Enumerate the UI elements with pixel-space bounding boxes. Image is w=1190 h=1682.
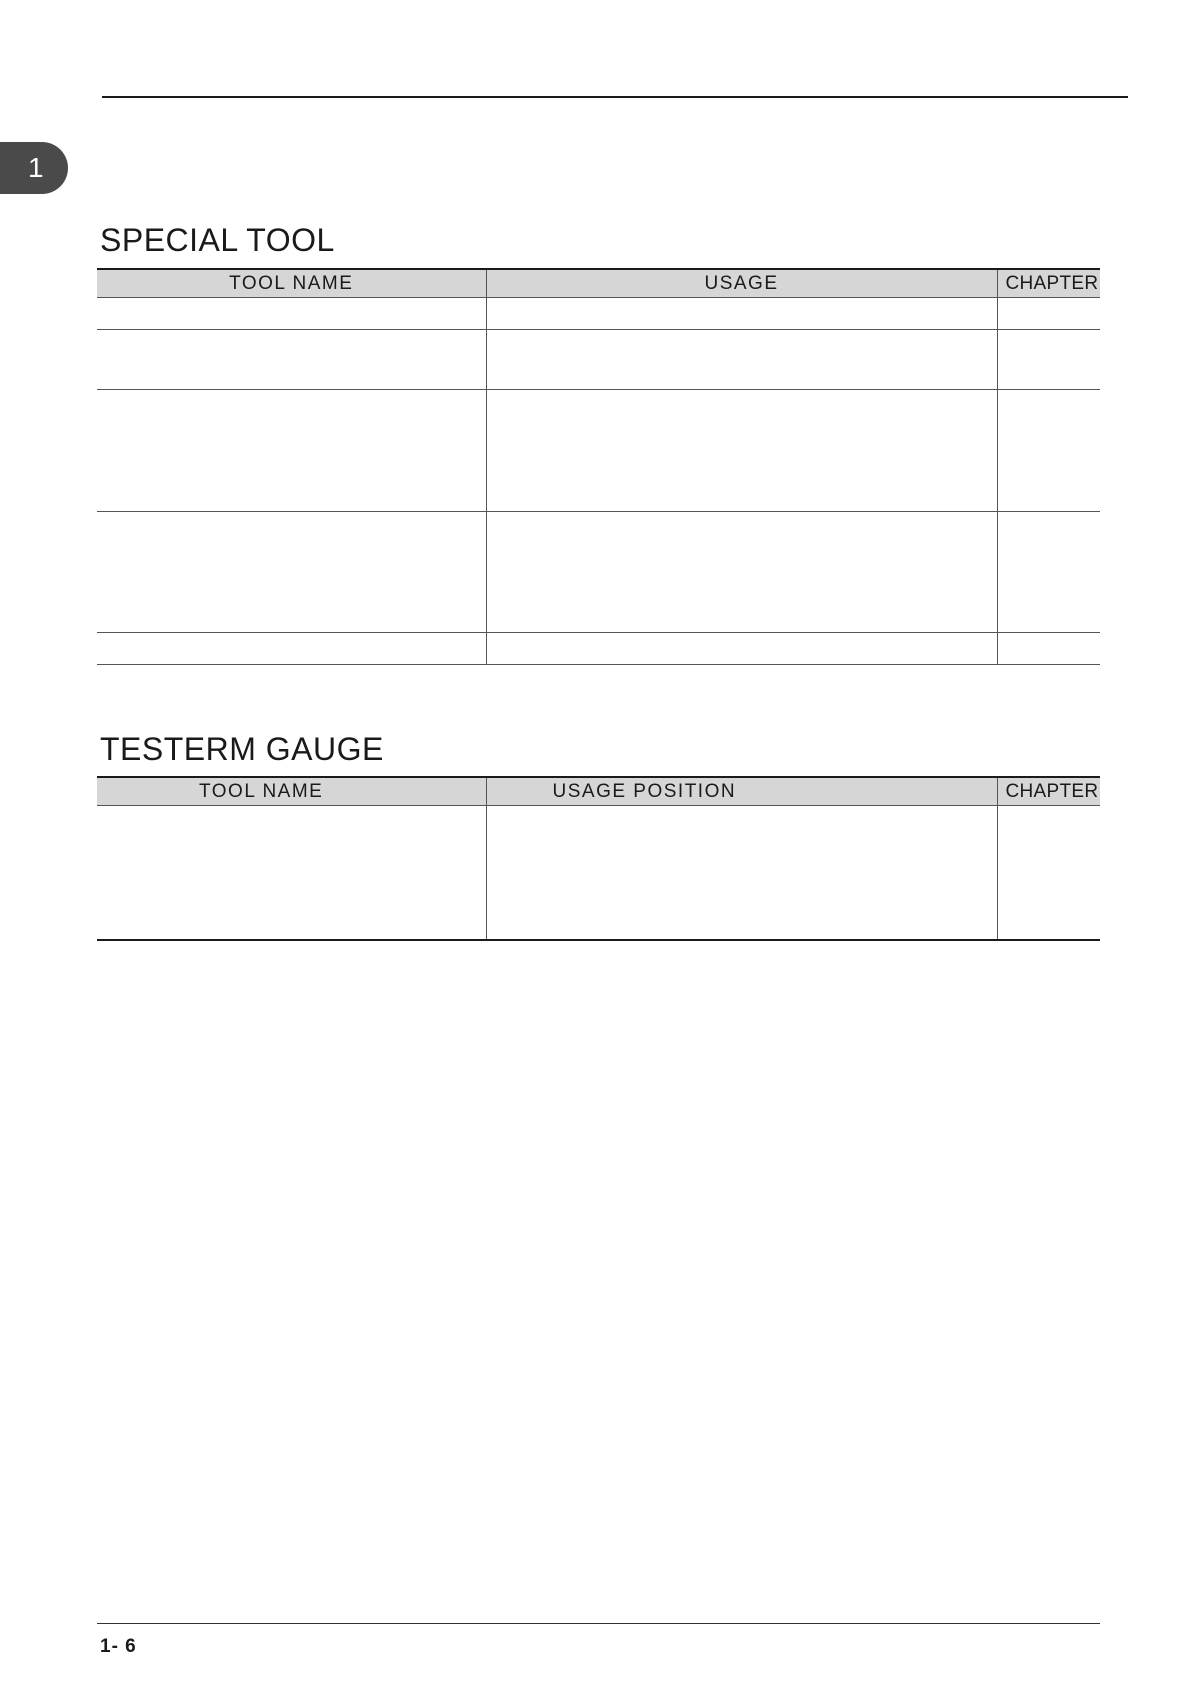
cell-chapter (997, 390, 1100, 512)
column-header-usage-position: USAGE POSITION (486, 777, 997, 806)
column-header-chapter: CHAPTER (997, 269, 1100, 298)
header-rule (102, 96, 1128, 98)
table-row (97, 512, 1100, 633)
cell-usage-position (486, 806, 997, 940)
cell-chapter (997, 512, 1100, 633)
table-row (97, 330, 1100, 390)
table-row (97, 633, 1100, 665)
column-header-usage: USAGE (486, 269, 997, 298)
special-tool-table (97, 268, 1100, 665)
table-row (97, 390, 1100, 512)
column-header-tool-name: TOOL NAME (97, 269, 486, 298)
cell-usage (486, 298, 997, 330)
cell-chapter (997, 806, 1100, 940)
cell-chapter (997, 298, 1100, 330)
chapter-tab (0, 142, 68, 194)
cell-usage (486, 633, 997, 665)
footer-rule (97, 1623, 1100, 1624)
cell-tool-name (97, 512, 486, 633)
testerm-gauge-title: TESTERM GAUGE (100, 731, 384, 767)
chapter-tab-number: 1 (28, 152, 44, 183)
table-row (97, 806, 1100, 940)
cell-tool-name (97, 633, 486, 665)
special-tool-title: SPECIAL TOOL (100, 222, 335, 258)
cell-usage (486, 390, 997, 512)
testerm-gauge-table (97, 776, 1100, 941)
cell-chapter (997, 330, 1100, 390)
cell-tool-name (97, 390, 486, 512)
table-header-row (97, 777, 1100, 806)
cell-tool-name (97, 806, 486, 940)
cell-tool-name (97, 298, 486, 330)
cell-chapter (997, 633, 1100, 665)
page-number: 1- 6 (100, 1636, 137, 1657)
cell-tool-name (97, 330, 486, 390)
column-header-tool-name: TOOL NAME (97, 777, 486, 806)
table-row (97, 298, 1100, 330)
column-header-chapter: CHAPTER (997, 777, 1100, 806)
cell-usage (486, 512, 997, 633)
table-header-row (97, 269, 1100, 298)
cell-usage (486, 330, 997, 390)
